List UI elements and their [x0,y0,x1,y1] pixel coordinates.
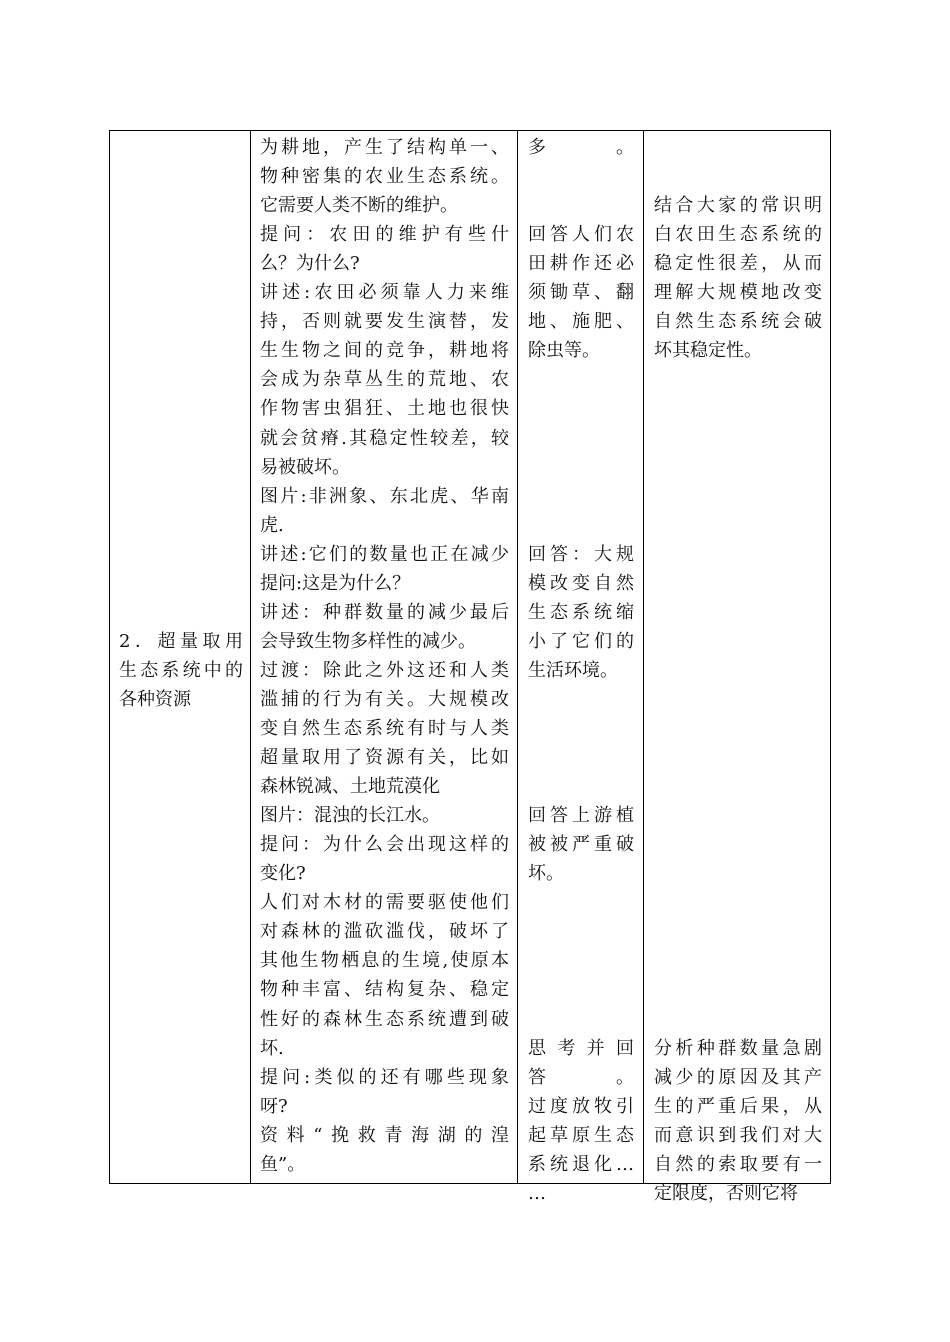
text-line: 稳定性很差，从而 [654,253,822,275]
text-line: 物种密集的农业生态系统。 [260,166,509,188]
text-line: 回答上游植 [528,805,634,827]
text-line: 生的严重后果，从 [654,1095,822,1117]
text-line: 讲述:农田必须靠人力来维 [260,282,509,304]
text-line: 讲述:它们的数量也正在减少 [260,543,509,565]
text-line: 白农田生态系统的 [654,224,822,246]
text-line: 小了它们的 [528,630,634,652]
text-line: 答。 [528,1066,634,1088]
text-line: 田耕作还必 [528,253,634,275]
design-intent-cell [654,131,822,1204]
text-line: 生活环境。 [528,659,618,681]
text-line: 资料“挽救青海湖的湟 [260,1124,509,1146]
text-line: 思考并回 [528,1037,634,1059]
text-line: 过渡：除此之外这还和人类 [260,659,509,681]
text-line: … [528,1182,546,1204]
text-line: 模改变自然 [528,572,634,594]
text-line: 其他生物栖息的生境,使原本 [260,950,509,972]
text-line: 自然生态系统会破 [654,311,822,333]
text-line: 会导致生物多样性的减少。 [260,630,476,652]
text-line: 滥捕的行为有关。大规模改 [260,688,509,710]
text-line: 理解大规模地改变 [654,282,822,304]
text-line: 持，否则就要发生演替，发 [260,311,509,333]
text-line: 过度放牧引 [528,1095,634,1117]
teacher-activity-cell [260,131,509,1183]
text-line: 呀? [260,1095,288,1117]
text-line: 提问:这是为什么？ [260,572,411,594]
text-line: 会成为杂草丛生的荒地、农 [260,369,509,391]
text-line: 人们对木材的需要驱使他们 [260,892,509,914]
text-line: 除虫等。 [528,340,600,362]
text-line: 生生物之间的竞争，耕地将 [260,340,509,362]
text-line: 2．超量取用 [119,630,243,652]
text-line: 变自然生态系统有时与人类 [260,718,509,739]
text-line: 易被破坏。 [260,456,350,478]
column-divider [517,131,518,1183]
text-line: 自然的索取要有一 [654,1153,822,1175]
text-line: 坏其稳定性。 [654,340,762,362]
column-divider [250,131,251,1183]
text-line: 作物害虫猖狂、土地也很快 [260,398,509,420]
text-line: 须锄草、翻 [528,282,634,304]
text-line: 各种资源 [119,688,191,710]
text-line: 对森林的滥砍滥伐，破坏了 [260,921,509,943]
text-line: 讲述：种群数量的减少最后 [260,601,509,623]
text-line: 定限度，否则它将 [654,1182,798,1204]
text-line: 图片:非洲象、东北虎、华南 [260,485,509,507]
text-line: 坏。 [528,863,564,885]
text-line: 提问：为什么会出现这样的 [260,834,509,856]
text-line: 起草原生态 [528,1124,634,1146]
text-line: 提问:类似的还有哪些现象 [260,1066,509,1088]
text-line: 图片：混浊的长江水。 [260,805,440,827]
text-line: 被被严重破 [528,834,634,856]
text-line: 分析种群数量急剧 [654,1037,822,1059]
text-line: 坏. [260,1037,284,1059]
text-line: 回答人们农 [528,224,634,246]
text-line: 生态系统缩 [528,601,634,623]
text-line: 地、施肥、 [528,311,634,333]
student-activity-cell [528,131,634,1204]
text-line: 提问：农田的维护有些什 [260,224,509,246]
text-line: 就会贫瘠.其稳定性较差，较 [260,427,509,449]
text-line: 减少的原因及其产 [654,1066,822,1088]
text-line: 性好的森林生态系统遭到破 [260,1008,509,1030]
text-line: 为耕地，产生了结构单一、 [260,137,509,158]
column-divider [643,131,644,1183]
text-line: 它需要人类不断的维护。 [260,195,458,217]
text-line: 多。 [528,137,634,158]
text-line: 森林锐减、土地荒漠化 [260,776,440,798]
text-line: 物种丰富、结构复杂、稳定 [260,979,509,1001]
text-line: 么？为什么? [260,253,360,275]
text-line: 鱼”。 [260,1153,306,1175]
lesson-plan-table [109,130,831,1204]
text-line: 生态系统中的 [119,659,243,681]
text-line: 系统退化… [528,1153,634,1175]
text-line: 而意识到我们对大 [654,1124,822,1146]
text-line: 虎. [260,514,284,536]
text-line: 超量取用了资源有关，比如 [260,747,509,769]
text-line: 结合大家的常识明 [654,195,822,217]
text-line: 变化? [260,863,306,885]
text-line: 回答：大规 [528,543,634,565]
section-title-cell [119,131,243,1183]
